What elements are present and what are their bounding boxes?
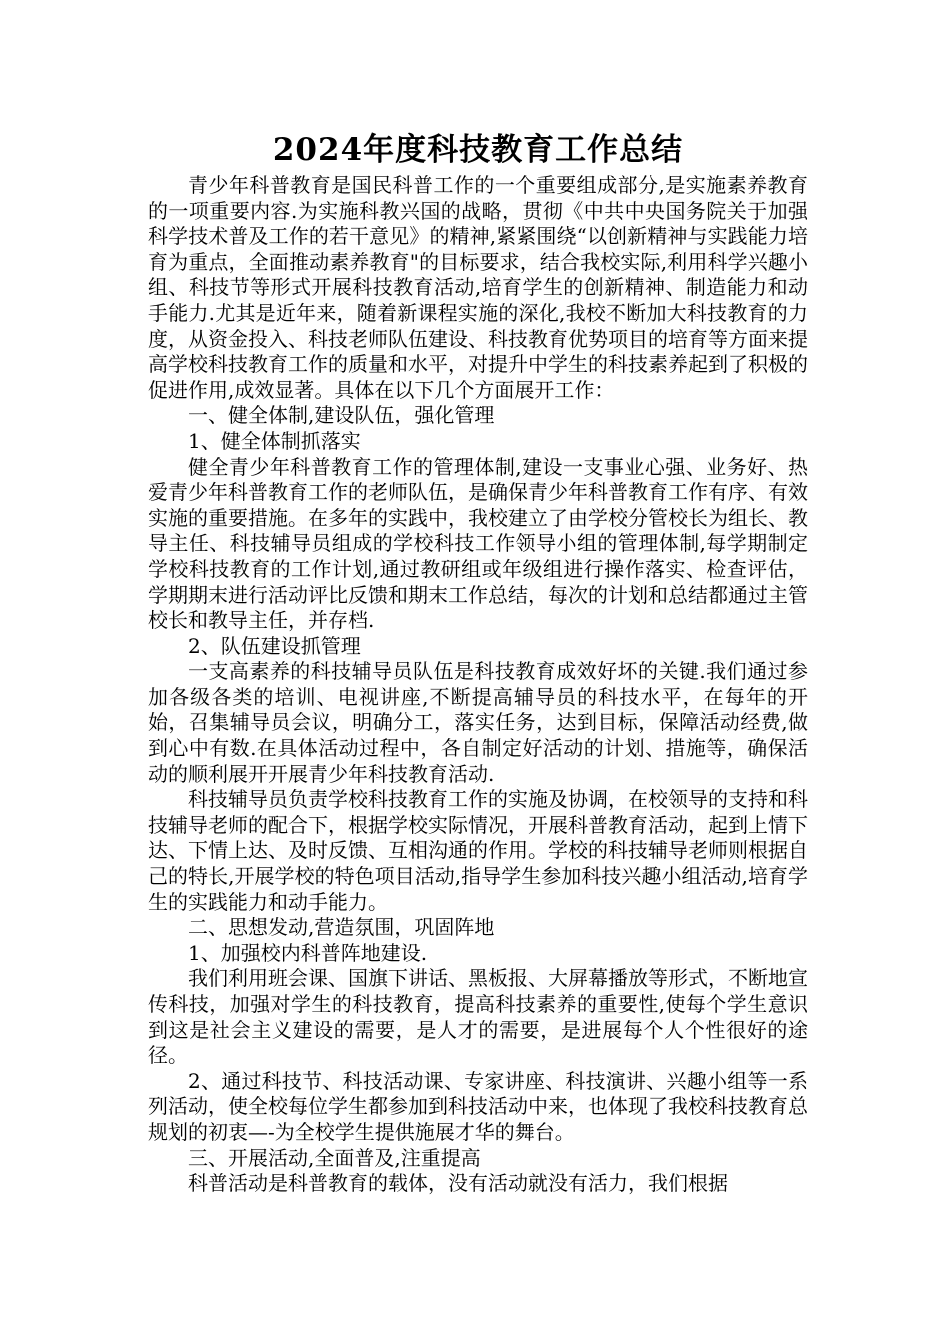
paragraph-team-building: 一支高素养的科技辅导员队伍是科技教育成效好坏的关键.我们通过参加各级各类的培训、电视讲座,不断提高辅导员的科技水平，在每年的开始，召集辅导员会议，明确分工，落实任务，达到目标，保障活动经费,做到心中有数.在具体活动过程中，各自制定好活动的计划、措施等，确保活动的顺利展开开展青少年科技教育活动. [148, 659, 808, 786]
subsection-heading-1-2: 2、队伍建设抓管理 [188, 633, 361, 658]
paragraph-publicity: 我们利用班会课、国旗下讲话、黑板报、大屏幕播放等形式，不断地宣传科技，加强对学生的科技教育，提高科技素养的重要性,使每个学生意识到这是社会主义建设的需要，是人才的需要，是进展每个人个性很好的途径。 [148, 966, 808, 1068]
paragraph-science-activities: 科普活动是科普教育的载体，没有活动就没有活力，我们根据 [188, 1171, 728, 1196]
section-heading-3: 三、开展活动,全面普及,注重提高 [188, 1145, 481, 1170]
section-heading-1: 一、健全体制,建设队伍，强化管理 [188, 403, 495, 428]
paragraph-management-system: 健全青少年科普教育工作的管理体制,建设一支事业心强、业务好、热爱青少年科普教育工作的老师队伍，是确保青少年科普教育工作有序、有效实施的重要措施。在多年的实践中，我校建立了由学校分管校长为组长、教导主任、科技辅导员组成的学校科技工作领导小组的管理体制,每学期制定学校科技教育的工作计划,通过教研组或年级组进行操作落实、检查评估，学期期末进行活动评比反馈和期末工作总结，每次的计划和总结都通过主管校长和教导主任，并存档. [148, 454, 808, 633]
document-page [148, 128, 808, 1197]
paragraph-activities: 2、通过科技节、科技活动课、专家讲座、科技演讲、兴趣小组等一系列活动，使全校每位学生都参加到科技活动中来，也体现了我校科技教育总规划的初衷—-为全校学生提供施展才华的舞台。 [148, 1068, 808, 1144]
subsection-heading-1-1: 1、健全体制抓落实 [188, 428, 361, 453]
paragraph-intro: 青少年科普教育是国民科普工作的一个重要组成部分,是实施素养教育的一项重要内容.为实施科教兴国的战略，贯彻《中共中央国务院关于加强科学技术普及工作的若干意见》的精神,紧紧围绕“以创新精神与实践能力培育为重点，全面推动素养教育"的目标要求，结合我校实际,利用科学兴趣小组、科技节等形式开展科技教育活动,培育学生的创新精神、制造能力和动手能力.尤其是近年来，随着新课程实施的深化,我校不断加大科技教育的力度，从资金投入、科技老师队伍建设、科技教育优势项目的培育等方面来提高学校科技教育工作的质量和水平，对提升中学生的科技素养起到了积极的促进作用,成效显著。具体在以下几个方面展开工作： [148, 173, 808, 402]
subsection-heading-2-1: 1、加强校内科普阵地建设. [188, 940, 428, 965]
document-title: 2024年度科技教育工作总结 [272, 132, 684, 168]
section-heading-2: 二、思想发动,营造氛围，巩固阵地 [188, 915, 495, 940]
paragraph-counselor-duties: 科技辅导员负责学校科技教育工作的实施及协调，在校领导的支持和科技辅导老师的配合下，根据学校实际情况，开展科普教育活动，起到上情下达、下情上达、及时反馈、互相沟通的作用。学校的科技辅导老师则根据自己的特长,开展学校的特色项目活动,指导学生参加科技兴趣小组活动,培育学生的实践能力和动手能力。 [148, 787, 808, 914]
